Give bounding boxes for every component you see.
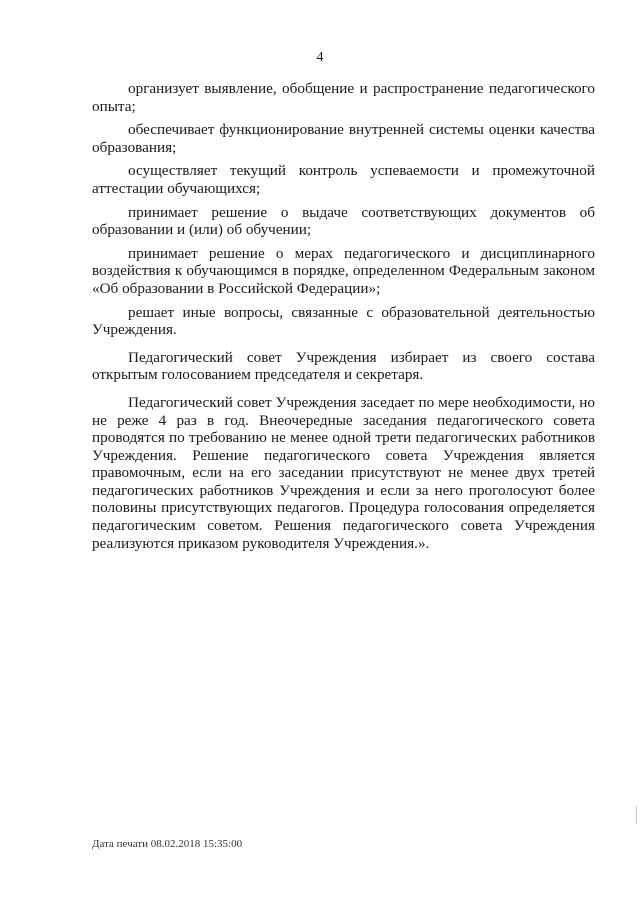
- document-body: [92, 80, 595, 562]
- paragraph: организует выявление, обобщение и распространение педагогического опыта;: [92, 80, 595, 115]
- paragraph: принимает решение о выдаче соответствующих документов об образовании и (или) об обучении;: [92, 203, 595, 239]
- paragraph: Педагогический совет Учреждения избирает из своего состава открытым голосованием председателя и секретаря.: [92, 348, 595, 384]
- paragraph: решает иные вопросы, связанные с образовательной деятельностью Учреждения.: [92, 303, 595, 339]
- scan-edge-mark: [636, 806, 637, 824]
- paragraph: Педагогический совет Учреждения заседает по мере необходимости, но не реже 4 раз в год. Внеочередные заседания педагогического совета проводятся по требованию не менее одной трети педагогических работников Учреждения. Решение педагогического совета Учреждения является правомочным, если на его заседании присутствуют не менее двух третей педагогических работников Учреждения и если за него проголосуют более половины присутствующих педагогов. Процедура голосования определяется педагогическим советом. Решения педагогического совета Учреждения реализуются приказом руководителя Учреждения.».: [92, 393, 595, 552]
- paragraph: обеспечивает функционирование внутренней системы оценки качества образования;: [92, 121, 595, 156]
- print-date-footer: Дата печати 08.02.2018 15:35:00: [92, 838, 243, 850]
- paragraph: осуществляет текущий контроль успеваемости и промежуточной аттестации обучающихся;: [92, 162, 595, 197]
- page-number: 4: [316, 50, 324, 65]
- paragraph: принимает решение о мерах педагогического и дисциплинарного воздействия к обучающимся в порядке, определенном Федеральным законом «Об образовании в Российской Федерации»;: [92, 244, 595, 297]
